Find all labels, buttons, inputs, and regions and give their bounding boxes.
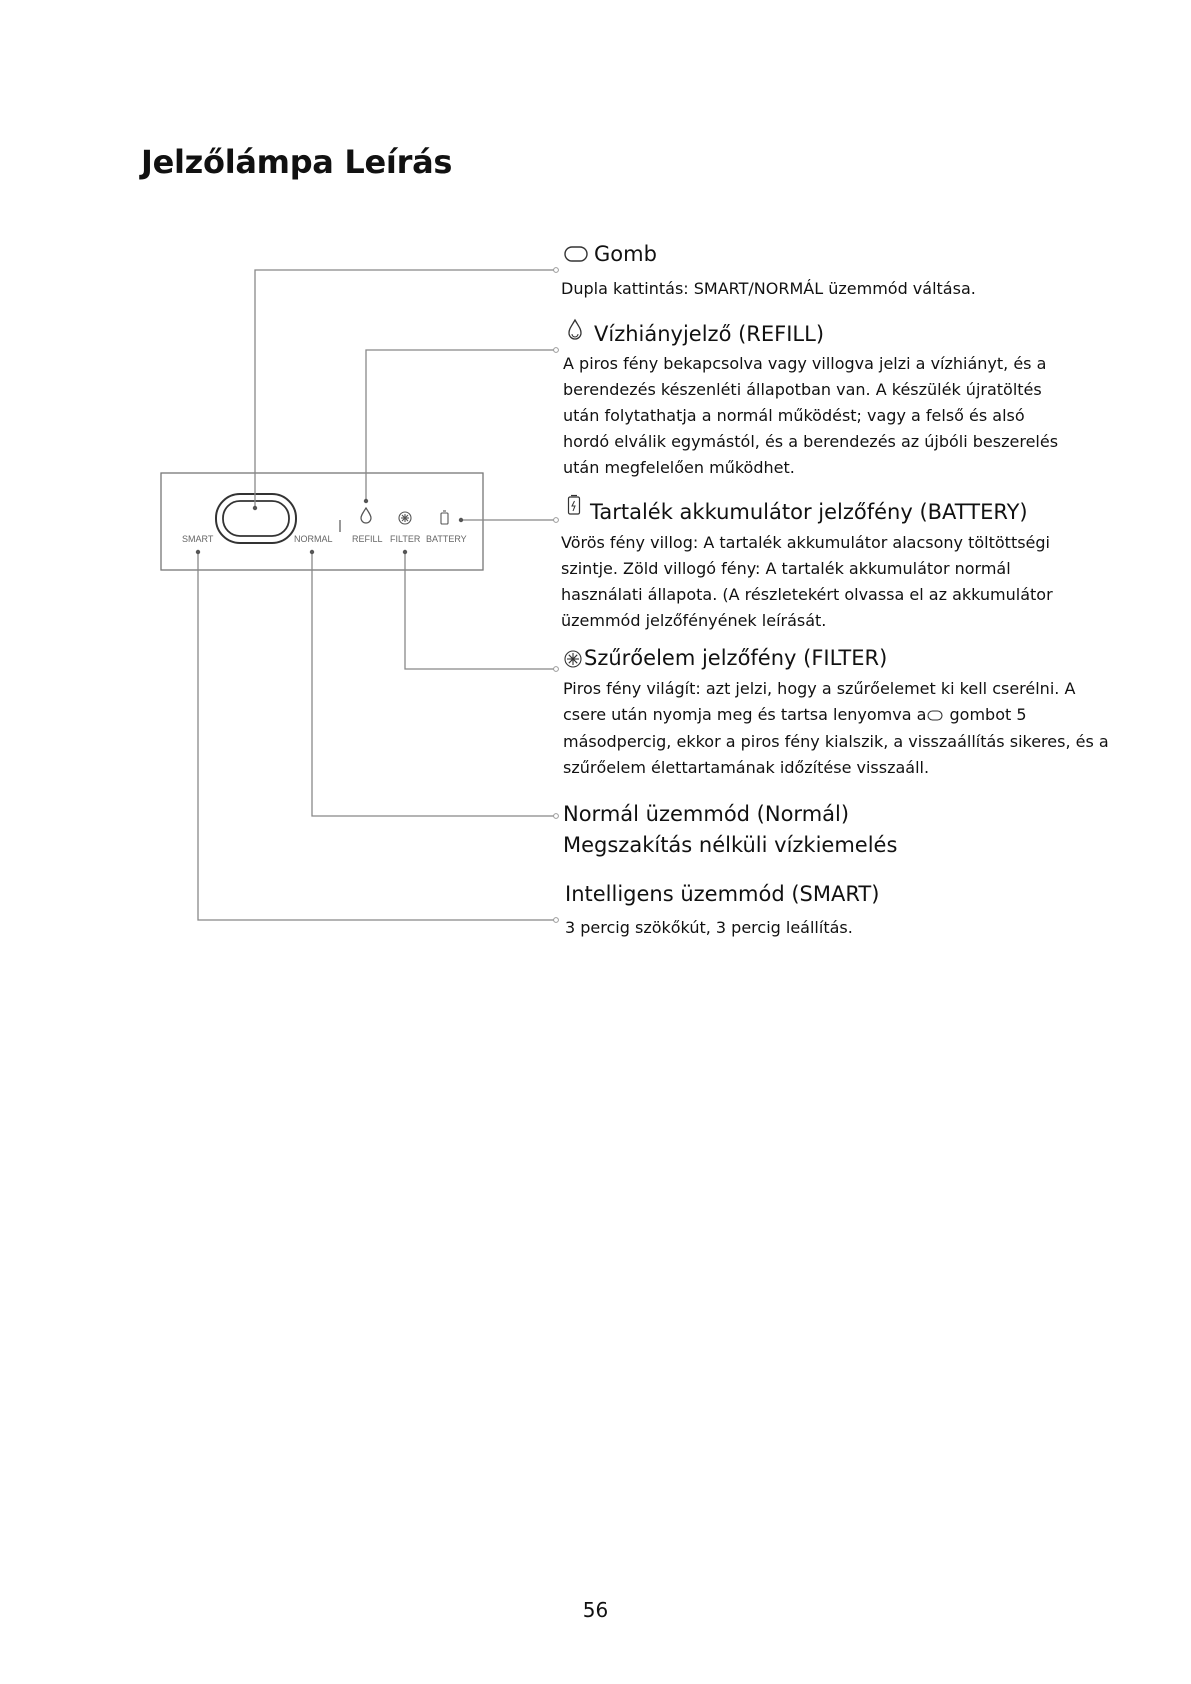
refill-section-description: A piros fény bekapcsolva vagy villogva jelzi a vízhiányt, és a berendezés készenléti állapotban van. A készülék újratöltés után folytathatja a normál működést; vagy a felső és alsó hordó elválik egymástól, és a berendezés az újbóli beszerelés után megfelelően működhet. — [563, 354, 1059, 477]
filter-section-description: Piros fény világít: azt jelzi, hogy a szűrőelemet ki kell cserélni. A csere után nyomja meg és tartsa lenyomva a gombot 5 másodpercig, ekkor a piros fény kialszik, a visszaállítás sikeres, és a szűrőelem élettartamának időzítése visszaáll. — [563, 679, 1109, 777]
normal-section-subtitle: Megszakítás nélküli vízkiemelés — [563, 833, 898, 857]
button-oval-icon — [564, 246, 588, 262]
smart-section-description: 3 percig szökőkút, 3 percig leállítás. — [565, 918, 853, 937]
panel-label-filter: FILTER — [390, 534, 421, 544]
control-panel — [161, 473, 483, 570]
smart-section-title: Intelligens üzemmód (SMART) — [565, 882, 880, 906]
panel-label-refill: REFILL — [352, 534, 383, 544]
button-section-description: Dupla kattintás: SMART/NORMÁL üzemmód váltása. — [561, 279, 976, 298]
panel-label-normal: NORMAL — [294, 534, 333, 544]
normal-section-title: Normál üzemmód (Normál) — [563, 802, 850, 826]
button-oval-icon — [927, 703, 943, 729]
water-drop-icon — [567, 318, 583, 340]
page-title: Jelzőlámpa Leírás — [141, 143, 453, 181]
page-number: 56 — [582, 1598, 609, 1622]
battery-icon — [567, 494, 581, 516]
panel-label-battery: BATTERY — [426, 534, 467, 544]
battery-section-description: Vörös fény villog: A tartalék akkumulátor alacsony töltöttségi szintje. Zöld villogó fény: A tartalék akkumulátor normál használati állapota. (A részletekért olvassa el az akkumulátor üzemmód jelzőfényének leírását. — [561, 533, 1053, 630]
panel-label-smart: SMART — [182, 534, 214, 544]
filter-icon — [563, 649, 583, 669]
button-section-title: Gomb — [594, 242, 657, 266]
battery-section-title: Tartalék akkumulátor jelzőfény (BATTERY) — [590, 500, 1028, 524]
refill-section-title: Vízhiányjelző (REFILL) — [594, 322, 825, 346]
filter-section-title: Szűrőelem jelzőfény (FILTER) — [584, 646, 888, 670]
